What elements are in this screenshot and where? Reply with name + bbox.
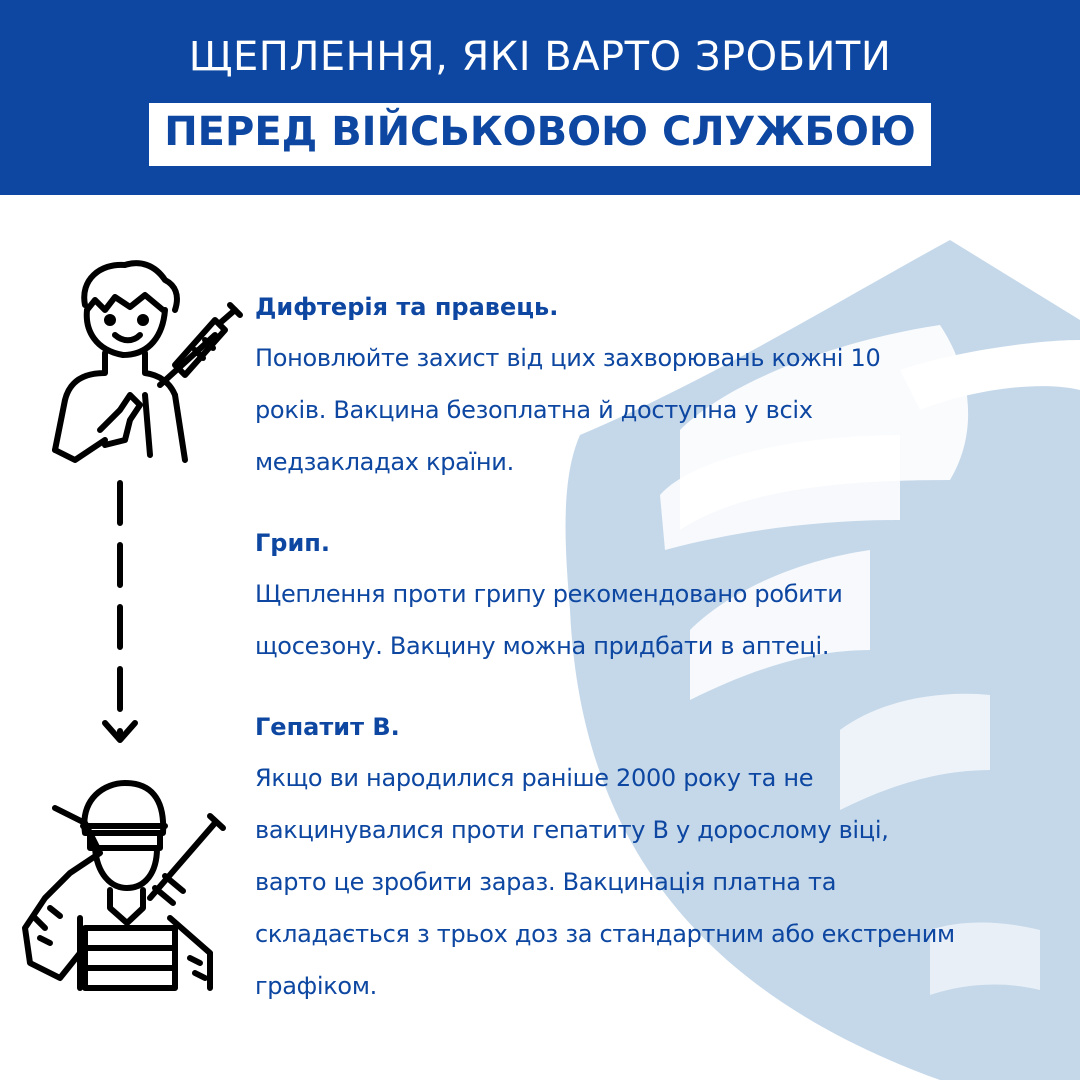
item-text-hepatitis	[255, 752, 1065, 1012]
page-subtitle: ПЕРЕД ВІЙСЬКОВОЮ СЛУЖБОЮ	[164, 109, 916, 155]
text-line: варто це зробити зараз. Вакцинація платна та	[255, 868, 837, 896]
text-line: складається з трьох доз за стандартним або екстреним	[255, 920, 955, 948]
item-text-flu	[255, 568, 1065, 672]
item-title-flu: Грип.	[255, 529, 330, 557]
text-line: Поновлюйте захист від цих захворювань кожні 10	[255, 344, 881, 372]
text-line: графіком.	[255, 972, 377, 1000]
text-line: медзакладах країни.	[255, 448, 514, 476]
list-item	[255, 518, 1065, 672]
list-item	[255, 702, 1065, 1012]
text-line: щосезону. Вакцину можна придбати в аптеці.	[255, 632, 830, 660]
text-line: вакцинувалися проти гепатиту В у дорослому віці,	[255, 816, 889, 844]
text-line: років. Вакцина безоплатна й доступна у всіх	[255, 396, 813, 424]
page-title: ЩЕПЛЕННЯ, ЯКІ ВАРТО ЗРОБИТИ	[188, 34, 892, 80]
item-text-diphtheria	[255, 332, 1065, 488]
item-title-hepatitis: Гепатит В.	[255, 713, 400, 741]
list-item	[255, 282, 1065, 488]
soldier-salute-icon	[15, 778, 230, 993]
item-title-diphtheria: Дифтерія та правець.	[255, 293, 559, 321]
text-line: Щеплення проти грипу рекомендовано робити	[255, 580, 843, 608]
text-line: Якщо ви народилися раніше 2000 року та не	[255, 764, 814, 792]
vaccine-list	[255, 282, 1065, 1042]
subtitle-box	[149, 103, 931, 166]
dashed-arrow-down-icon	[100, 478, 140, 753]
person-vaccine-icon	[45, 255, 245, 470]
